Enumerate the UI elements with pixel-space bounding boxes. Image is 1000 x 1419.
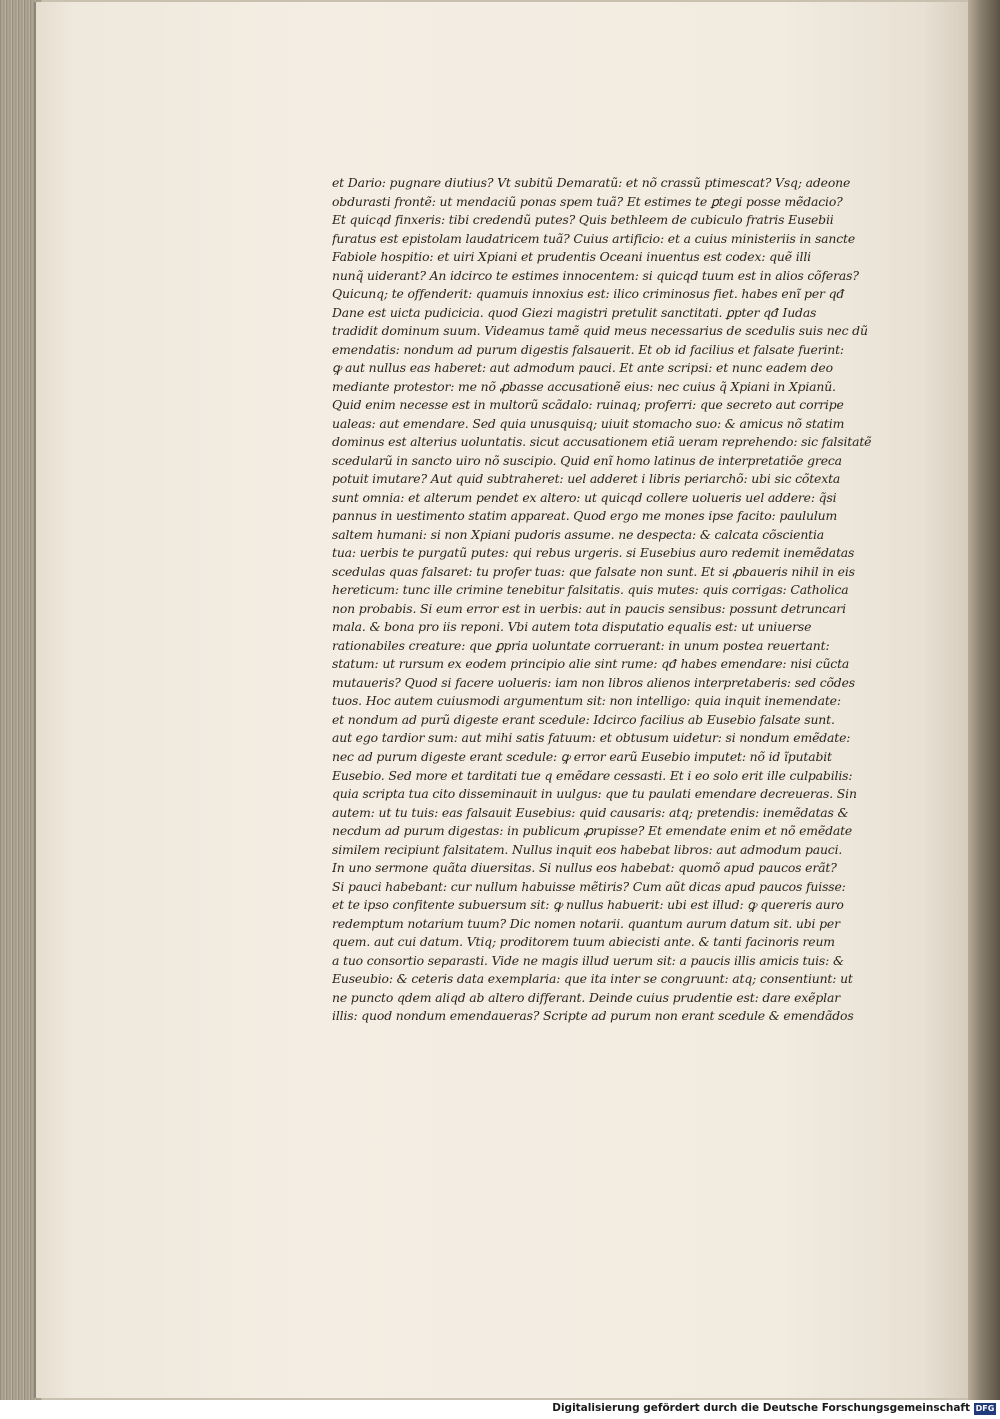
text-line: obdurasti frontẽ: ut mendaciũ ponas spem tuã? Et estimes te ꝑtegi posse mẽdacio? bbox=[332, 193, 843, 209]
text-line: ualeas: aut emendare. Sed quia unusquisq; uiuit stomacho suo: & amicus nõ statim bbox=[332, 415, 845, 431]
text-line: mediante protestor: me nõ ꝓbasse accusationẽ eius: nec cuius q̃ Xpiani in Xpianũ. bbox=[332, 378, 836, 394]
text-line: Quid enim necesse est in multorũ scãdalo: ruinaq; proferri: que secreto aut corripe bbox=[332, 397, 844, 413]
text-line: aut ego tardior sum: aut mihi satis fatuum: et obtusum uidetur: si nondum emẽdate: bbox=[332, 730, 851, 746]
text-line: similem recipiunt falsitatem. Nullus inquit eos habebat libros: aut admodum pauci. bbox=[332, 841, 843, 857]
text-line: non probabis. Si eum error est in uerbis: aut in paucis sensibus: possunt detruncari bbox=[332, 600, 846, 616]
text-line: mutaueris? Quod si facere uolueris: iam non libros alienos interpretaberis: sed cõdes bbox=[332, 674, 855, 690]
text-line: Quicunq; te offenderit: quamuis innoxius est: ilico criminosus fiet. habes enĩ per qđ bbox=[332, 286, 845, 302]
text-line: scedulas quas falsaret: tu profer tuas: que falsate non sunt. Et si ꝓbaueris nihil in eis bbox=[332, 563, 855, 579]
text-line: quia scripta tua cito disseminauit in uulgus: que tu paulati emendare decreueras. Sin bbox=[332, 786, 857, 802]
text-line: et te ipso confitente subuersum sit: ꝙ nullus habuerit: ubi est illud: ꝙ quereris auro bbox=[332, 897, 844, 913]
text-line: Fabiole hospitio: et uiri Xpiani et prudentis Oceani inuentus est codex: quẽ illi bbox=[332, 249, 811, 265]
text-line: dominus est alterius uoluntatis. sicut accusationem etiã ueram reprehendo: sic falsitatẽ bbox=[332, 434, 872, 450]
text-line: potuit imutare? Aut quid subtraheret: uel adderet i libris periarchõ: ubi sic cõtexta bbox=[332, 471, 841, 487]
footer-bar bbox=[0, 1400, 1000, 1419]
text-line: Eusebio. Sed more et tarditati tue q emẽdare cessasti. Et i eo solo erit ille culpabilis: bbox=[332, 767, 853, 783]
text-line: statum: ut rursum ex eodem principio alie sint rume: qđ habes emendare: nisi cũcta bbox=[332, 656, 850, 672]
text-line: Euseubio: & ceteris data exemplaria: que ita inter se congruunt: atq; consentiunt: ut bbox=[332, 971, 853, 987]
text-line: Dane est uicta pudicicia. quod Giezi magistri pretulit sanctitati. ꝑpter qđ Iudas bbox=[332, 304, 817, 320]
text-line: emendatis: nondum ad purum digestis falsauerit. Et ob id facilius et falsate fuerint: bbox=[332, 341, 844, 357]
text-line: furatus est epistolam laudatricem tuã? Cuius artificio: et a cuius ministeriis in sancte bbox=[332, 230, 856, 246]
text-line: quem. aut cui datum. Vtiq; proditorem tuum abiecisti ante. & tanti facinoris reum bbox=[332, 934, 835, 950]
text-line: et nondum ad purũ digeste erant scedule: Idcirco facilius ab Eusebio falsate sunt. bbox=[332, 711, 835, 727]
text-line: illis: quod nondum emendaueras? Scripte ad purum non erant scedule & emendãdos bbox=[332, 1008, 854, 1024]
dfg-credit-text: Digitalisierung gefördert durch die Deutsche Forschungsgemeinschaft bbox=[552, 1402, 970, 1414]
text-line: mala. & bona pro iis reponi. Vbi autem tota disputatio equalis est: ut uniuerse bbox=[332, 619, 812, 635]
text-line: tradidit dominum suum. Videamus tamẽ quid meus necessarius de scedulis suis nec dũ bbox=[332, 323, 868, 339]
text-line: autem: ut tu tuis: eas falsauit Eusebius: quid causaris: atq; pretendis: inemẽdatas & bbox=[332, 804, 849, 820]
text-line: et Dario: pugnare diutius? Vt subitũ Demaratũ: et nõ crassũ ptimescat? Vsq; adeone bbox=[332, 175, 851, 190]
text-line: saltem humani: si non Xpiani pudoris assume. ne despecta: & calcata cõscientia bbox=[332, 526, 825, 542]
text-line: ne puncto qdem aliqd ab altero differant. Deinde cuius prudentie est: dare exẽplar bbox=[332, 989, 840, 1005]
text-line: sunt omnia: et alterum pendet ex altero: ut quicqd collere uolueris uel addere: q̃si bbox=[332, 489, 837, 505]
text-line: rationabiles creature: que ꝑpria uoluntate corruerant: in unum postea reuertant: bbox=[332, 637, 830, 653]
text-line: necdum ad purum digestas: in publicum ꝓrupisse? Et emendate enim et nõ emẽdate bbox=[332, 823, 853, 839]
text-column bbox=[332, 174, 912, 1026]
text-line: redemptum notarium tuum? Dic nomen notarii. quantum aurum datum sit. ubi per bbox=[332, 915, 840, 931]
text-line: Si pauci habebant: cur nullum habuisse mẽtiris? Cum aũt dicas apud paucos fuisse: bbox=[332, 878, 846, 894]
book-cover-edge bbox=[968, 0, 1000, 1400]
text-line: tuos. Hoc autem cuiusmodi argumentum sit: non intelligo: quia inquit inemendate: bbox=[332, 693, 841, 709]
text-line: scedularũ in sancto uiro nõ suscipio. Quid enĩ homo latinus de interpretatiõe greca bbox=[332, 452, 842, 468]
text-line: nec ad purum digeste erant scedule: ꝙ error earũ Eusebio imputet: nõ id ĩputabit bbox=[332, 748, 832, 764]
text-line: pannus in uestimento statim appareat. Quod ergo me mones ipse facito: paululum bbox=[332, 508, 838, 524]
text-line: ꝙ aut nullus eas haberet: aut admodum pauci. Et ante scripsi: et nunc eadem deo bbox=[332, 360, 833, 376]
dfg-logo-icon: DFG bbox=[975, 1404, 995, 1413]
text-line: In uno sermone quãta diuersitas. Si nullus eos habebat: quomõ apud paucos erãt? bbox=[332, 860, 837, 876]
text-line: tua: uerbis te purgatũ putes: qui rebus urgeris. si Eusebius auro redemit inemẽdatas bbox=[332, 545, 855, 561]
text-line: hereticum: tunc ille crimine tenebitur falsitatis. quis mutes: quis corrigas: Catholica bbox=[332, 582, 849, 598]
text-line: Et quicqd finxeris: tibi credendũ putes? Quis bethleem de cubiculo fratris Eusebii bbox=[332, 212, 834, 228]
text-line: a tuo consortio separasti. Vide ne magis illud uerum sit: a paucis illis amicis tuis: & bbox=[332, 952, 844, 968]
text-line: nunq̃ uiderant? An idcirco te estimes innocentem: si quicqd tuum est in alios cõferas? bbox=[332, 267, 859, 283]
